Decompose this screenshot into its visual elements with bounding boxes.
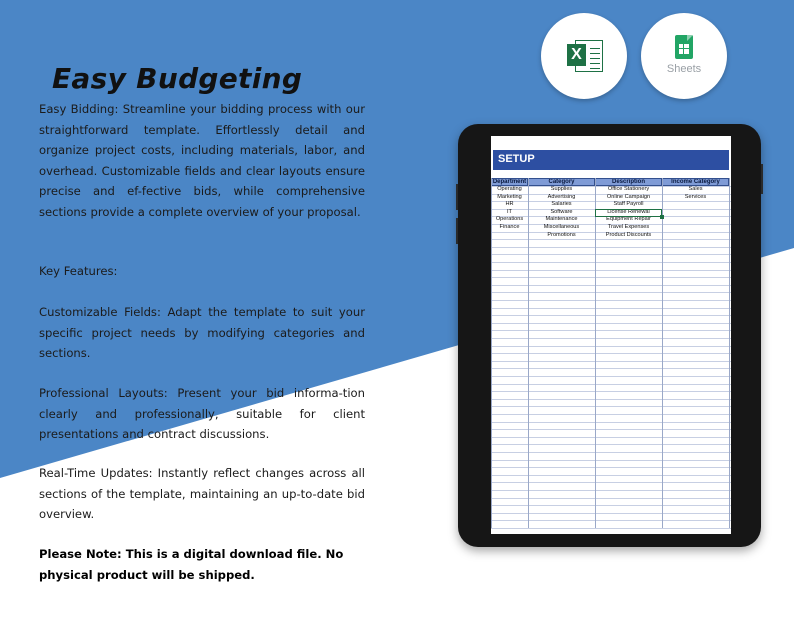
table-cell[interactable]: Salaries: [551, 201, 572, 208]
grid-row-line: [491, 368, 731, 369]
table-cell[interactable]: Online Campaign: [606, 193, 651, 200]
grid-row-line: [491, 520, 731, 521]
grid-row-line: [491, 475, 731, 476]
grid-row-line: [491, 467, 731, 468]
grid-row-line: [491, 429, 731, 430]
grid-row-line: [491, 460, 731, 461]
excel-badge: [541, 13, 627, 99]
download-note: Please Note: This is a digital download file. No physical product will be shipped.: [39, 547, 344, 582]
column-header: Category: [528, 178, 595, 186]
column-header: Department: [492, 179, 527, 185]
grid-row-line: [491, 391, 731, 392]
grid-row-line: [491, 376, 731, 377]
grid-row-line: [491, 399, 731, 400]
grid-row-line: [491, 452, 731, 453]
grid-row-line: [491, 353, 731, 354]
table-cell[interactable]: Maintenance: [545, 216, 578, 223]
spreadsheet-screen: [491, 136, 731, 534]
grid-row-line: [491, 330, 731, 331]
google-sheets-badge: [641, 13, 727, 99]
table-cell[interactable]: Sales: [688, 186, 703, 192]
grid-row-line: [491, 384, 731, 385]
table-cell[interactable]: Operating: [497, 186, 522, 192]
grid-row-line: [491, 300, 731, 301]
grid-row-line: [491, 513, 731, 514]
setup-header-bar: [493, 150, 729, 170]
grid-row-line: [491, 239, 731, 240]
key-features-heading: Key Features:: [39, 264, 118, 278]
grid-row-line: [491, 414, 731, 415]
grid-row-line: [491, 444, 731, 445]
grid-row-line: [491, 308, 731, 309]
grid-row-line: [491, 346, 731, 347]
table-cell[interactable]: Advertising: [547, 193, 576, 200]
google-sheets-icon: [675, 35, 693, 59]
table-cell[interactable]: Product Discounts: [605, 231, 652, 238]
table-cell[interactable]: IT: [507, 208, 512, 215]
excel-icon-letter: X: [567, 44, 586, 66]
table-cell[interactable]: Services: [684, 193, 707, 200]
grid-row-line: [491, 247, 731, 248]
grid-row-line: [491, 285, 731, 286]
grid-row-line: [491, 254, 731, 255]
grid-row-line: [491, 323, 731, 324]
grid-row-line: [491, 528, 731, 529]
grid-row-line: [491, 270, 731, 271]
grid-row-line: [491, 315, 731, 316]
google-sheets-label: Sheets: [666, 63, 702, 75]
feature-customizable-fields: Customizable Fields: Adapt the template to suit your specific project needs by modifying categories and sections.: [39, 305, 365, 360]
column-header: Income Category: [662, 178, 729, 186]
excel-icon: [567, 38, 603, 74]
table-cell[interactable]: Staff Payroll: [613, 201, 644, 208]
table-cell[interactable]: Supplies: [550, 186, 573, 192]
grid-row-line: [491, 406, 731, 407]
table-cell[interactable]: Equipment Repair: [606, 216, 651, 223]
table-cell[interactable]: Operations: [495, 216, 524, 223]
grid-row-line: [491, 338, 731, 339]
table-cell[interactable]: License Renewal: [607, 208, 650, 215]
table-cell[interactable]: Marketing: [497, 193, 522, 200]
table-cell[interactable]: Travel Expenses: [607, 224, 650, 230]
table-cell[interactable]: HR: [505, 201, 514, 208]
feature-real-time-updates: Real-Time Updates: Instantly reflect changes across all sections of the template, maintaining an up-to-date bid overview.: [39, 466, 365, 521]
grid-row-line: [491, 482, 731, 483]
grid-row-line: [491, 361, 731, 362]
grid-column-line: [729, 178, 730, 528]
grid-row-line: [491, 277, 731, 278]
grid-row-line: [491, 490, 731, 491]
intro-paragraph: Easy Bidding: Streamline your bidding process with our straightforward template. Effortlessly detail and organize project costs, including materials, labor, and overhead. Customizable fields and clear layouts ensure precise and ef-fective bids, while comprehensive sections provide a complete overview of your proposal.: [39, 102, 365, 219]
table-cell[interactable]: Office Stationery: [607, 186, 650, 192]
grid-row-line: [491, 505, 731, 506]
table-cell[interactable]: Promotions: [547, 231, 576, 238]
grid-row-line: [491, 292, 731, 293]
table-cell[interactable]: Miscellaneous: [543, 224, 580, 230]
table-cell[interactable]: Finance: [499, 224, 520, 230]
grid-row-line: [491, 422, 731, 423]
table-cell[interactable]: Software: [550, 208, 573, 215]
feature-professional-layouts: Professional Layouts: Present your bid informa-tion clearly and professionally, suitable for client presentations and contract discussions.: [39, 386, 365, 441]
fill-handle[interactable]: [660, 215, 664, 219]
setup-heading: SETUP: [498, 153, 535, 165]
selected-cell-outline: [595, 209, 662, 217]
grid-row-line: [491, 437, 731, 438]
grid-row-line: [491, 498, 731, 499]
column-header: Description: [595, 178, 662, 186]
page-title: Easy Budgeting: [52, 62, 303, 95]
grid-row-line: [491, 262, 731, 263]
grid-column-line: [662, 178, 663, 528]
